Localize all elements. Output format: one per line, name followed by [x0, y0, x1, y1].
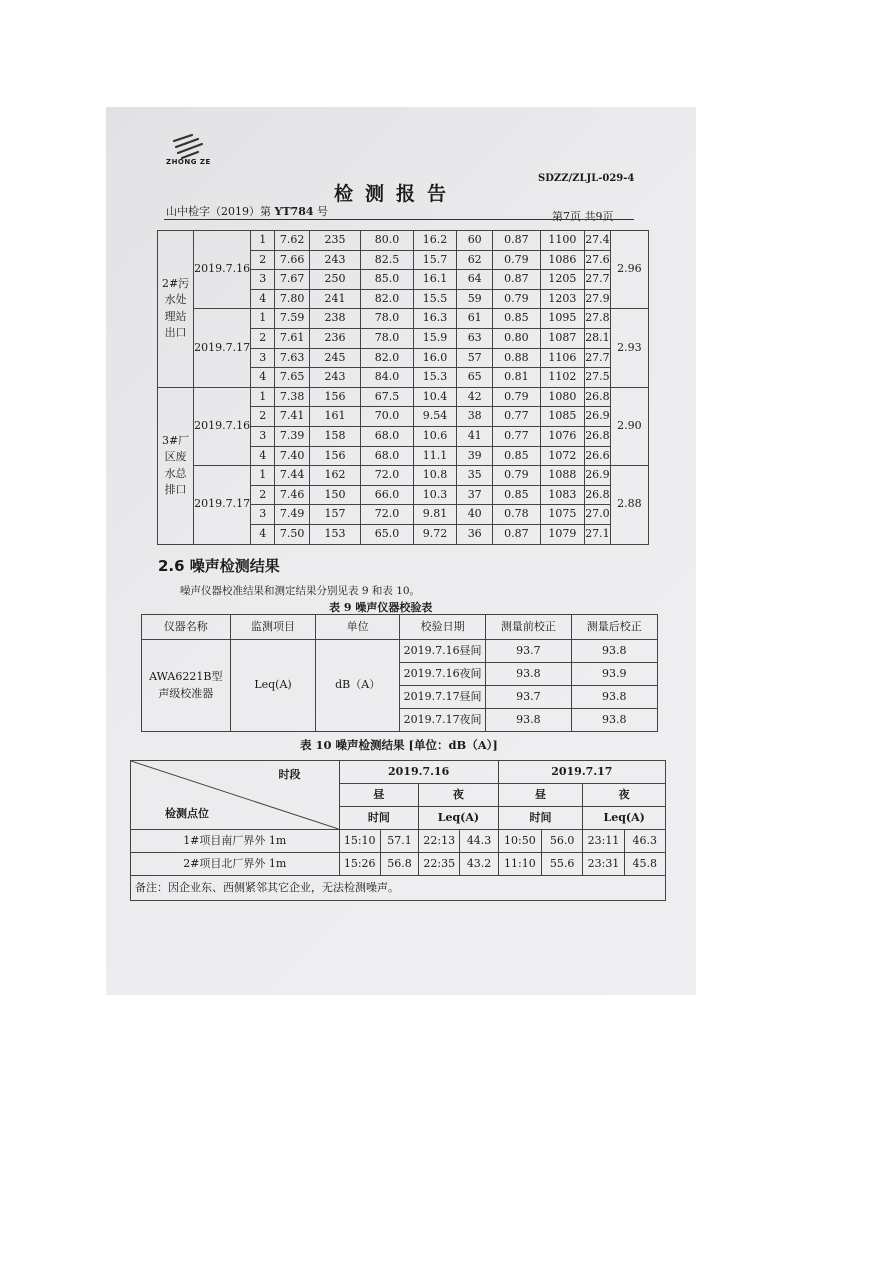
table-row — [131, 830, 666, 853]
cell: 82.0 — [361, 289, 414, 309]
cell: 72.0 — [361, 466, 414, 486]
post-calibration: 93.8 — [571, 640, 657, 663]
date-header: 2019.7.16 — [339, 761, 498, 784]
section-paragraph: 噪声仪器校准结果和测定结果分别见表 9 和表 10。 — [180, 585, 421, 597]
cell: 0.77 — [493, 407, 540, 427]
sample-number: 4 — [251, 446, 275, 466]
cell: 245 — [309, 348, 360, 368]
sample-number: 1 — [251, 466, 275, 486]
cell: 7.66 — [275, 250, 309, 270]
cell: 1203 — [540, 289, 585, 309]
cell: 82.5 — [361, 250, 414, 270]
cell: 16.0 — [413, 348, 456, 368]
monitor-item: Leq(A) — [230, 640, 316, 732]
cell: 7.65 — [275, 368, 309, 388]
cell: 35 — [457, 466, 493, 486]
daily-mean: 2.88 — [610, 466, 648, 544]
header-divider — [164, 219, 634, 220]
cell: 82.0 — [361, 348, 414, 368]
sample-number: 2 — [251, 407, 275, 427]
cell: 158 — [309, 426, 360, 446]
table9-caption: 表 9 噪声仪器校验表 — [329, 601, 433, 614]
cell: 1076 — [540, 426, 585, 446]
cell: 11:10 — [498, 853, 541, 876]
report-number: 山中检字（2019）第 YT784 号 — [166, 205, 328, 218]
cell: 1087 — [540, 328, 585, 348]
cell: 26.6 — [585, 446, 611, 466]
sample-number: 3 — [251, 270, 275, 290]
cell: 59 — [457, 289, 493, 309]
unit: dB（A） — [316, 640, 400, 732]
cell: 15:26 — [339, 853, 380, 876]
cell: 7.50 — [275, 524, 309, 544]
sample-number: 2 — [251, 250, 275, 270]
sub-header: Leq(A) — [419, 807, 499, 830]
period-header: 夜 — [583, 784, 666, 807]
cell: 1100 — [540, 231, 585, 251]
cell: 157 — [309, 505, 360, 525]
daily-mean: 2.90 — [610, 387, 648, 465]
sample-number: 3 — [251, 426, 275, 446]
cell: 65.0 — [361, 524, 414, 544]
cell: 41 — [457, 426, 493, 446]
section-heading: 2.6 噪声检测结果 — [158, 557, 280, 575]
cell: 85.0 — [361, 270, 414, 290]
sampling-date: 2019.7.16 — [194, 387, 251, 465]
sample-number: 1 — [251, 387, 275, 407]
cell: 1079 — [540, 524, 585, 544]
cell: 23:11 — [583, 830, 624, 853]
table-note: 备注：因企业东、西侧紧邻其它企业，无法检测噪声。 — [131, 876, 666, 901]
daily-mean: 2.96 — [610, 231, 648, 309]
cell: 162 — [309, 466, 360, 486]
sample-number: 2 — [251, 328, 275, 348]
sampling-date: 2019.7.17 — [194, 466, 251, 544]
cell: 241 — [309, 289, 360, 309]
cell: 9.81 — [413, 505, 456, 525]
cell: 0.81 — [493, 368, 540, 388]
cell: 57.1 — [380, 830, 418, 853]
cell: 10.8 — [413, 466, 456, 486]
sampling-point: 3#厂区废水总排口 — [158, 387, 194, 544]
cell: 10.6 — [413, 426, 456, 446]
cell: 68.0 — [361, 446, 414, 466]
cell: 46.3 — [624, 830, 665, 853]
period-header: 昼 — [498, 784, 583, 807]
cell: 15.7 — [413, 250, 456, 270]
table-row — [131, 853, 666, 876]
cell: 1075 — [540, 505, 585, 525]
cell: 7.63 — [275, 348, 309, 368]
cell: 0.79 — [493, 387, 540, 407]
noise-instrument-table — [141, 614, 658, 732]
cell: 0.85 — [493, 485, 540, 505]
post-calibration: 93.9 — [571, 663, 657, 686]
cell: 36 — [457, 524, 493, 544]
diagonal-line — [131, 761, 339, 829]
cell: 0.87 — [493, 270, 540, 290]
check-date: 2019.7.17夜间 — [399, 709, 485, 732]
cell: 7.49 — [275, 505, 309, 525]
sampling-date: 2019.7.17 — [194, 309, 251, 387]
cell: 45.8 — [624, 853, 665, 876]
pre-calibration: 93.8 — [486, 663, 571, 686]
cell: 80.0 — [361, 231, 414, 251]
cell: 9.54 — [413, 407, 456, 427]
cell: 56.8 — [380, 853, 418, 876]
table-header: 仪器名称 — [142, 615, 231, 640]
cell: 1095 — [540, 309, 585, 329]
cell: 1102 — [540, 368, 585, 388]
cell: 10:50 — [498, 830, 541, 853]
cell: 0.87 — [493, 231, 540, 251]
sample-number: 3 — [251, 505, 275, 525]
cell: 38 — [457, 407, 493, 427]
cell: 27.0 — [585, 505, 611, 525]
cell: 1085 — [540, 407, 585, 427]
cell: 0.79 — [493, 250, 540, 270]
sub-header: 时间 — [498, 807, 583, 830]
cell: 78.0 — [361, 328, 414, 348]
sub-header: 时间 — [339, 807, 419, 830]
cell: 68.0 — [361, 426, 414, 446]
cell: 7.41 — [275, 407, 309, 427]
cell: 39 — [457, 446, 493, 466]
cell: 0.80 — [493, 328, 540, 348]
cell: 1083 — [540, 485, 585, 505]
table-header: 监测项目 — [230, 615, 316, 640]
cell: 67.5 — [361, 387, 414, 407]
cell: 0.88 — [493, 348, 540, 368]
cell: 60 — [457, 231, 493, 251]
cell: 243 — [309, 368, 360, 388]
diag-bottom-label: 检测点位 — [165, 807, 209, 821]
cell: 243 — [309, 250, 360, 270]
cell: 66.0 — [361, 485, 414, 505]
cell: 84.0 — [361, 368, 414, 388]
pre-calibration: 93.7 — [486, 686, 571, 709]
diagonal-header-cell — [131, 761, 340, 830]
sampling-date: 2019.7.16 — [194, 231, 251, 309]
check-date: 2019.7.16夜间 — [399, 663, 485, 686]
cell: 28.1 — [585, 328, 611, 348]
cell: 27.6 — [585, 250, 611, 270]
cell: 1088 — [540, 466, 585, 486]
cell: 7.40 — [275, 446, 309, 466]
sample-number: 4 — [251, 524, 275, 544]
period-header: 夜 — [419, 784, 499, 807]
table10-caption: 表 10 噪声检测结果 [单位：dB（A）] — [300, 738, 498, 752]
cell: 1086 — [540, 250, 585, 270]
cell: 62 — [457, 250, 493, 270]
table-row — [158, 387, 649, 407]
cell: 0.85 — [493, 309, 540, 329]
cell: 26.8 — [585, 485, 611, 505]
cell: 22:13 — [419, 830, 460, 853]
cell: 1205 — [540, 270, 585, 290]
cell: 26.8 — [585, 387, 611, 407]
cell: 16.1 — [413, 270, 456, 290]
cell: 7.39 — [275, 426, 309, 446]
sub-header: Leq(A) — [583, 807, 666, 830]
cell: 65 — [457, 368, 493, 388]
cell: 27.4 — [585, 231, 611, 251]
wastewater-results-table — [157, 230, 649, 545]
cell: 7.80 — [275, 289, 309, 309]
cell: 10.3 — [413, 485, 456, 505]
cell: 156 — [309, 387, 360, 407]
cell: 27.5 — [585, 368, 611, 388]
table-header: 校验日期 — [399, 615, 485, 640]
sample-number: 4 — [251, 368, 275, 388]
cell: 0.79 — [493, 289, 540, 309]
cell: 15.3 — [413, 368, 456, 388]
noise-results-table — [130, 760, 666, 901]
post-calibration: 93.8 — [571, 686, 657, 709]
cell: 7.62 — [275, 231, 309, 251]
sample-number: 1 — [251, 309, 275, 329]
table-row — [158, 466, 649, 486]
cell: 15:10 — [339, 830, 380, 853]
cell: 0.78 — [493, 505, 540, 525]
sample-number: 1 — [251, 231, 275, 251]
cell: 56.0 — [542, 830, 583, 853]
pre-calibration: 93.8 — [486, 709, 571, 732]
cell: 40 — [457, 505, 493, 525]
cell: 43.2 — [460, 853, 498, 876]
cell: 70.0 — [361, 407, 414, 427]
cell: 42 — [457, 387, 493, 407]
cell: 26.9 — [585, 407, 611, 427]
table-row — [158, 231, 649, 251]
cell: 0.79 — [493, 466, 540, 486]
table-header: 测量前校正 — [486, 615, 571, 640]
noise-point: 2#项目北厂界外 1m — [131, 853, 340, 876]
cell: 7.61 — [275, 328, 309, 348]
cell: 63 — [457, 328, 493, 348]
cell: 1072 — [540, 446, 585, 466]
cell: 57 — [457, 348, 493, 368]
cell: 72.0 — [361, 505, 414, 525]
cell: 64 — [457, 270, 493, 290]
cell: 16.3 — [413, 309, 456, 329]
cell: 22:35 — [419, 853, 460, 876]
cell: 150 — [309, 485, 360, 505]
cell: 27.9 — [585, 289, 611, 309]
cell: 7.67 — [275, 270, 309, 290]
cell: 7.38 — [275, 387, 309, 407]
sample-number: 4 — [251, 289, 275, 309]
cell: 55.6 — [542, 853, 583, 876]
cell: 236 — [309, 328, 360, 348]
sampling-point: 2#污水处理站出口 — [158, 231, 194, 388]
cell: 11.1 — [413, 446, 456, 466]
check-date: 2019.7.17昼间 — [399, 686, 485, 709]
cell: 1106 — [540, 348, 585, 368]
table-header: 测量后校正 — [571, 615, 657, 640]
cell: 238 — [309, 309, 360, 329]
noise-point: 1#项目南厂界外 1m — [131, 830, 340, 853]
sample-number: 2 — [251, 485, 275, 505]
cell: 153 — [309, 524, 360, 544]
cell: 23:31 — [583, 853, 624, 876]
cell: 26.8 — [585, 426, 611, 446]
cell: 61 — [457, 309, 493, 329]
instrument-name: AWA6221B型声级校准器 — [142, 640, 231, 732]
date-header: 2019.7.17 — [498, 761, 665, 784]
cell: 15.9 — [413, 328, 456, 348]
cell: 7.44 — [275, 466, 309, 486]
cell: 235 — [309, 231, 360, 251]
diag-top-label: 时段 — [278, 768, 301, 781]
cell: 0.77 — [493, 426, 540, 446]
cell: 27.8 — [585, 309, 611, 329]
logo-text: ZHONG ZE — [166, 158, 211, 166]
cell: 15.5 — [413, 289, 456, 309]
cell: 7.46 — [275, 485, 309, 505]
table-header: 单位 — [316, 615, 400, 640]
period-header: 昼 — [339, 784, 419, 807]
cell: 26.9 — [585, 466, 611, 486]
cell: 0.87 — [493, 524, 540, 544]
page-title: 检测报告 — [334, 183, 459, 205]
cell: 0.85 — [493, 446, 540, 466]
cell: 37 — [457, 485, 493, 505]
cell: 78.0 — [361, 309, 414, 329]
cell: 27.7 — [585, 348, 611, 368]
page-info: 第7页 共9页 — [552, 210, 614, 223]
cell: 10.4 — [413, 387, 456, 407]
cell: 250 — [309, 270, 360, 290]
cell: 27.1 — [585, 524, 611, 544]
document-code: SDZZ/ZLJL-029-4 — [538, 173, 635, 184]
pre-calibration: 93.7 — [486, 640, 571, 663]
sample-number: 3 — [251, 348, 275, 368]
cell: 1080 — [540, 387, 585, 407]
check-date: 2019.7.16昼间 — [399, 640, 485, 663]
cell: 156 — [309, 446, 360, 466]
cell: 16.2 — [413, 231, 456, 251]
cell: 161 — [309, 407, 360, 427]
cell: 27.7 — [585, 270, 611, 290]
cell: 9.72 — [413, 524, 456, 544]
cell: 44.3 — [460, 830, 498, 853]
post-calibration: 93.8 — [571, 709, 657, 732]
cell: 7.59 — [275, 309, 309, 329]
table-row — [158, 309, 649, 329]
daily-mean: 2.93 — [610, 309, 648, 387]
